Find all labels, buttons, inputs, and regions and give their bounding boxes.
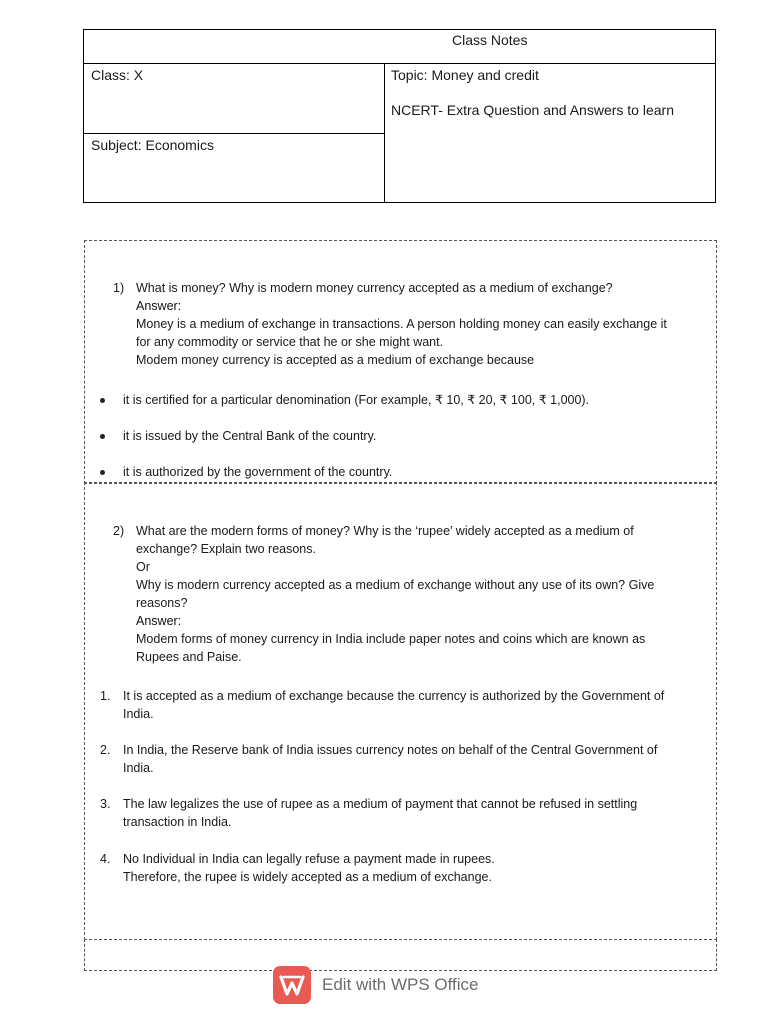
question-1-answer-label: Answer: [136, 299, 182, 313]
question-1-answer-line: Money is a medium of exchange in transactions. A person holding money can easily exchange it [136, 317, 667, 331]
wps-label: Edit with WPS Office [322, 975, 479, 994]
list-item-text: India. [123, 761, 154, 775]
list-item-text: India. [123, 707, 154, 721]
header-table [83, 29, 716, 203]
question-2-number: 2) [113, 524, 125, 538]
bullet-dot-icon [100, 398, 105, 403]
question-2-alt-text: reasons? [136, 596, 188, 610]
question-1-text: What is money? Why is modern money currency accepted as a medium of exchange? [136, 281, 613, 295]
question-2-answer-line: Rupees and Paise. [136, 650, 242, 664]
list-item-text: It is accepted as a medium of exchange because the currency is authorized by the Government of [123, 689, 665, 703]
question-1-answer-line: for any commodity or service that he or she might want. [136, 335, 444, 349]
list-item-text: Therefore, the rupee is widely accepted as a medium of exchange. [123, 870, 492, 884]
question-2-or: Or [136, 560, 150, 574]
question-1-answer-line: Modem money currency is accepted as a medium of exchange because [136, 353, 535, 367]
bullet-text: it is issued by the Central Bank of the country. [123, 429, 377, 443]
edit-with-wps-button[interactable] [273, 966, 503, 1006]
header-title-row [84, 30, 715, 64]
list-item-number: 3. [100, 797, 111, 811]
question-1-number: 1) [113, 281, 125, 295]
bullet-dot-icon [100, 470, 105, 475]
list-item-number: 1. [100, 689, 111, 703]
question-2-alt-text: Why is modern currency accepted as a medium of exchange without any use of its own? Give [136, 578, 655, 592]
header-divider-horizontal [84, 133, 385, 134]
page-title: Class Notes [452, 32, 528, 48]
list-item-number: 4. [100, 852, 111, 866]
list-item-text: transaction in India. [123, 815, 232, 829]
class-label: Class: X [91, 67, 144, 83]
list-item-text: The law legalizes the use of rupee as a medium of payment that cannot be refused in settling [123, 797, 638, 811]
question-2-answer-line: Modem forms of money currency in India include paper notes and coins which are known as [136, 632, 646, 646]
ncert-label: NCERT- Extra Question and Answers to learn [391, 102, 674, 118]
question-2-text: What are the modern forms of money? Why is the ‘rupee’ widely accepted as a medium of [136, 524, 634, 538]
subject-label: Subject: Economics [91, 137, 214, 153]
bullet-text: it is certified for a particular denomination (For example, ₹ 10, ₹ 20, ₹ 100, ₹ 1,000). [123, 393, 590, 407]
question-2-answer-label: Answer: [136, 614, 182, 628]
wps-w-logo-icon [273, 966, 311, 1004]
list-item-number: 2. [100, 743, 111, 757]
topic-label: Topic: Money and credit [391, 67, 539, 83]
bullet-text: it is authorized by the government of the country. [123, 465, 393, 479]
bullet-dot-icon [100, 434, 105, 439]
list-item-text: No Individual in India can legally refuse a payment made in rupees. [123, 852, 495, 866]
list-item-text: In India, the Reserve bank of India issues currency notes on behalf of the Central Government of [123, 743, 658, 757]
question-2-text: exchange? Explain two reasons. [136, 542, 316, 556]
